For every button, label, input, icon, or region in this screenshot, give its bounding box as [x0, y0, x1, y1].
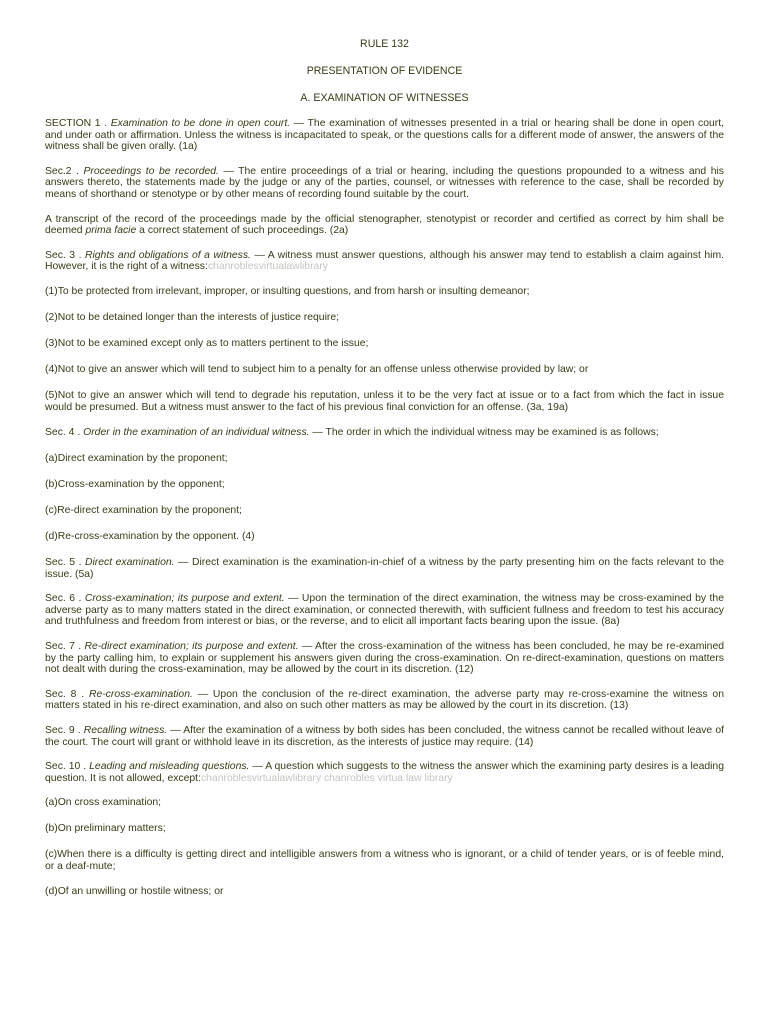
section-5: Sec. 5 . Direct examination. — Direct examination is the examination-in-chief of a witness by the party presenting him on the facts relevant to the issue. (5a): [45, 556, 725, 580]
rule-number: RULE 132: [360, 38, 409, 50]
section-8-title: Re-cross-examination.: [88, 688, 193, 700]
section-7: Sec. 7 . Re-direct examination; its purpose and extent. — After the cross-examination of the witness has been concluded, he may be re-examined by the party calling him, to explain or supplement his answers given during the cross-examination. On re-direct-examination, questions on matters not dealt with during the cross-examination, may be allowed by the court in its discretion. (12): [45, 640, 725, 676]
list-item: (5)Not to give an answer which will tend to degrade his reputation, unless it to be the very fact at issue or to a fact from which the fact in issue would be presumed. But a witness must answer to the fact of his previous final conviction for an offense. (3a, 19a): [45, 390, 724, 413]
list-item: (a)Direct examination by the proponent;: [45, 452, 228, 464]
list-item: (c)Re-direct examination by the proponent;: [45, 504, 242, 516]
section-6: Sec. 6 . Cross-examination; its purpose and extent. — Upon the termination of the direct examination, the witness may be cross-examined by the adverse party as to many matters stated in the direct examination, or connected therewith, with sufficient fullness and freedom to test his accuracy and truthfulness and freedom from interest or bias, or the reverse, and to elicit all important facts bearing upon the issue. (8a): [45, 593, 724, 628]
section-1: SECTION 1 . Examination to be done in open court. — The examination of witnesses presented in a trial or hearing shall be done in open court, and under oath or affirmation. Unless the witness is incapacitated to speak, or the questions calls for a different mode of answer, the answers of the witness shall be given orally. (1a): [45, 118, 724, 153]
section-5-title: Direct examination.: [84, 556, 175, 568]
list-item: (d)Re-cross-examination by the opponent. (4): [45, 530, 255, 542]
watermark-text: chanroblesvirtualawlibrary: [207, 261, 328, 273]
list-item: (1)To be protected from irrelevant, improper, or insulting questions, and from harsh or insulting demeanor;: [45, 285, 530, 297]
section-10-title: Leading and misleading questions.: [89, 761, 250, 773]
section-7-title: Re-direct examination; its purpose and extent.: [84, 640, 299, 652]
page-title: PRESENTATION OF EVIDENCE: [306, 65, 463, 77]
section-10: Sec. 10 . Leading and misleading questions. — A question which suggests to the witness the answer which the examining party desires is a leading question. It is not allowed, except:chanroblesvirtualawlibrary chanrobles virtua law library: [45, 761, 724, 784]
section-3: Sec. 3 . Rights and obligations of a witness. — A witness must answer questions, although his answer may tend to establish a claim against him. However, it is the right of a witness:chanroblesvirtualawlibrary: [45, 249, 724, 273]
section-3-title: Rights and obligations of a witness.: [84, 249, 251, 261]
list-item: (d)Of an unwilling or hostile witness; or: [45, 885, 224, 897]
list-item: (4)Not to give an answer which will tend to subject him to a penalty for an offense unless otherwise provided by law; or: [45, 364, 589, 376]
list-item: (a)On cross examination;: [45, 797, 162, 809]
section-2: Sec.2 . Proceedings to be recorded. — The entire proceedings of a trial or hearing, including the questions propounded to a witness and his answers thereto, the statements made by the judge or any of the parties, counsel, or witnesses with reference to the case, shall be recorded by means of shorthand or stenotype or by other means of recording found suitable by the court.: [45, 165, 725, 200]
watermark-text: chanroblesvirtualawlibrary chanrobles virtua law library: [200, 772, 453, 784]
section-9-title: Recalling witness.: [83, 724, 168, 736]
section-4: Sec. 4 . Order in the examination of an individual witness. — The order in which the individual witness may be examined is as follows;: [45, 426, 659, 438]
section-9: Sec. 9 . Recalling witness. — After the examination of a witness by both sides has been concluded, the witness cannot be recalled without leave of the court. The court will grant or withhold leave in its discretion, as the interests of justice may require. (14): [45, 724, 724, 748]
section-2-transcript: A transcript of the record of the proceedings made by the official stenographer, stenotypist or recorder and certified as correct by him shall be deemed prima facie a correct statement of such proceedings. (2a): [45, 213, 724, 237]
list-item: (3)Not to be examined except only as to matters pertinent to the issue;: [45, 338, 369, 350]
subsection-title: A. EXAMINATION OF WITNESSES: [300, 92, 469, 104]
list-item: (b)On preliminary matters;: [45, 823, 166, 835]
list-item: (c)When there is a difficulty is getting direct and intelligible answers from a witness who is ignorant, or a child of tender years, or is of feeble mind, or a deaf-mute;: [45, 849, 724, 873]
section-4-title: Order in the examination of an individual witness.: [83, 426, 310, 438]
list-item: (b)Cross-examination by the opponent;: [45, 478, 225, 490]
section-6-title: Cross-examination; its purpose and extent.: [84, 593, 285, 605]
section-8: Sec. 8 . Re-cross-examination. — Upon the conclusion of the re-direct examination, the adverse party may re-cross-examine the witness on matters stated in his re-direct examination, and also on such other matters as may be allowed by the court in its discretion. (13): [45, 688, 724, 712]
list-item: (2)Not to be detained longer than the interests of justice require;: [45, 312, 339, 324]
section-1-title: Examination to be done in open court.: [110, 118, 291, 129]
section-2-title: Proceedings to be recorded.: [83, 165, 219, 177]
